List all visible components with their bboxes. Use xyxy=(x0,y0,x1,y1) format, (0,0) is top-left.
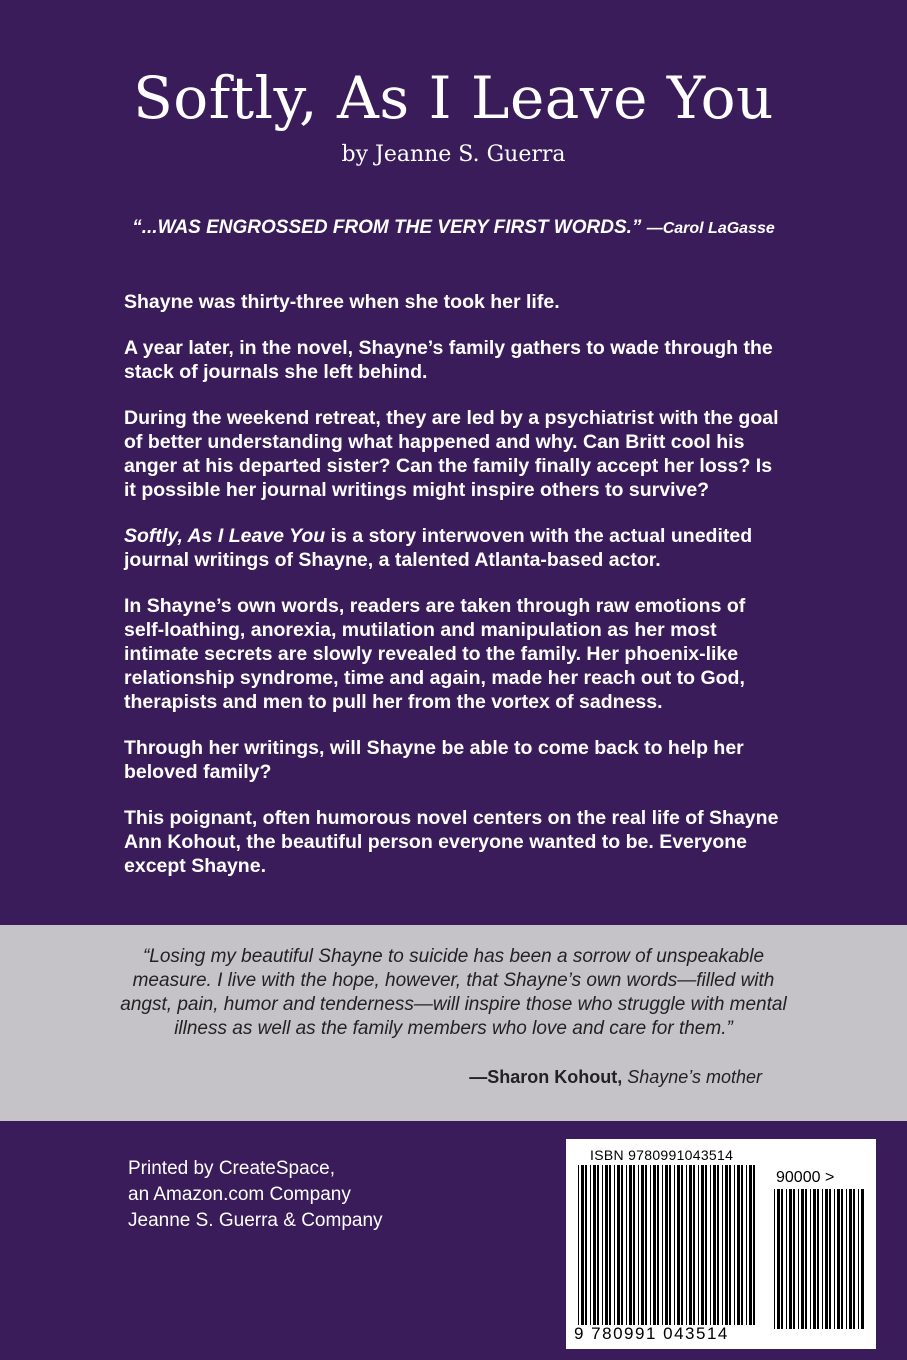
barcode-bar xyxy=(737,1165,740,1325)
addon-barcode-bars-icon xyxy=(774,1189,864,1329)
barcode-bar xyxy=(597,1165,599,1325)
barcode-bar xyxy=(581,1165,584,1325)
barcode-bar xyxy=(641,1165,644,1325)
barcode-bar xyxy=(798,1189,799,1329)
barcode-bar xyxy=(729,1165,731,1325)
barcode-bar xyxy=(734,1165,735,1325)
barcode-bar xyxy=(638,1165,639,1325)
publisher-line: Jeanne S. Guerra & Company xyxy=(128,1210,383,1231)
testimonial-band xyxy=(0,925,907,1121)
barcode-bar xyxy=(693,1165,695,1325)
publisher-info xyxy=(128,1156,383,1234)
barcode-bar xyxy=(662,1165,663,1325)
barcode-bar xyxy=(677,1165,680,1325)
barcode-bar xyxy=(633,1165,635,1325)
barcode-bar xyxy=(777,1189,780,1329)
barcode-bar xyxy=(657,1165,659,1325)
barcode-bar xyxy=(705,1165,707,1325)
description-paragraph: Shayne was thirty-three when she took her life. xyxy=(124,291,560,313)
price-code: 90000 > xyxy=(776,1169,835,1186)
barcode-bar xyxy=(710,1165,711,1325)
barcode-bar xyxy=(650,1165,651,1325)
barcode-bar xyxy=(793,1189,795,1329)
barcode-bar xyxy=(858,1189,859,1329)
isbn-barcode xyxy=(566,1139,876,1349)
barcode-bar xyxy=(846,1189,847,1329)
barcode-bar xyxy=(725,1165,728,1325)
barcode-bar xyxy=(741,1165,743,1325)
barcode-bar xyxy=(621,1165,623,1325)
barcode-bar xyxy=(753,1165,755,1325)
barcode-bar xyxy=(629,1165,632,1325)
inline-book-title: Softly, As I Leave You xyxy=(124,525,326,547)
book-description xyxy=(124,290,784,900)
description-paragraph: A year later, in the novel, Shayne’s family gathers to wade through the stack of journals she left behind. xyxy=(124,337,773,383)
barcode-bars-icon xyxy=(578,1165,758,1325)
barcode-bar xyxy=(593,1165,596,1325)
barcode-bar xyxy=(834,1189,835,1329)
barcode-bar xyxy=(829,1189,831,1329)
barcode-bar xyxy=(585,1165,587,1325)
blurb-author: —Carol LaGasse xyxy=(646,220,775,237)
publisher-line: Printed by CreateSpace, xyxy=(128,1158,336,1179)
barcode-bar xyxy=(614,1165,615,1325)
barcode-bar xyxy=(653,1165,656,1325)
barcode-bar xyxy=(605,1165,608,1325)
barcode-bar xyxy=(781,1189,783,1329)
barcode-bar xyxy=(837,1189,840,1329)
publisher-line: an Amazon.com Company xyxy=(128,1184,351,1205)
isbn-label: ISBN 9780991043514 xyxy=(590,1147,734,1163)
description-paragraph: During the weekend retreat, they are led by a psychiatrist with the goal of better understanding what happened and why. Can Britt cool his anger at his departed sister? Can the family finally accept her loss? Is it possible her journal writings might inspire others to survive? xyxy=(124,407,779,501)
barcode-bar xyxy=(801,1189,804,1329)
barcode-bar xyxy=(861,1189,864,1329)
barcode-bar xyxy=(717,1165,719,1325)
barcode-bar xyxy=(590,1165,591,1325)
barcode-number: 9 780991 043514 xyxy=(574,1324,729,1343)
description-paragraph: Through her writings, will Shayne be able to come back to help her beloved family? xyxy=(124,737,744,783)
testimonial-quote-text: “Losing my beautiful Shayne to suicide has been a sorrow of unspeakable measure. I live with the hope, however, that Shayne’s own words—filled with angst, pain, humor and tenderness—will inspire those who struggle with mental illness as well as the family members who love and care for them.” xyxy=(120,946,787,1039)
testimonial-name: —Sharon Kohout, xyxy=(469,1067,623,1087)
barcode-bar xyxy=(713,1165,716,1325)
barcode-bar xyxy=(645,1165,647,1325)
barcode-bar xyxy=(841,1189,843,1329)
description-paragraph: In Shayne’s own words, readers are taken through raw emotions of self-loathing, anorexia, mutilation and manipulation as her most intimate secrets are slowly revealed to the family. Her phoenix-like relationship syndrome, time and again, made her reach out to God, therapists and men to pull her from the vortex of sadness. xyxy=(124,595,746,713)
barcode-bar xyxy=(701,1165,704,1325)
author-byline: by Jeanne S. Guerra xyxy=(341,142,566,167)
barcode-bar xyxy=(822,1189,823,1329)
barcode-bar xyxy=(665,1165,668,1325)
barcode-bar xyxy=(669,1165,671,1325)
barcode-bar xyxy=(853,1189,855,1329)
barcode-bar xyxy=(786,1189,787,1329)
barcode-bar xyxy=(674,1165,675,1325)
barcode-bar xyxy=(722,1165,723,1325)
testimonial-quote xyxy=(0,945,907,1041)
barcode-bar xyxy=(749,1165,752,1325)
barcode-bar xyxy=(774,1189,775,1329)
description-text: is a story interwoven with the actual unedited journal writings of Shayne, a talented Atlanta-based actor. xyxy=(124,525,753,571)
barcode-bar xyxy=(681,1165,683,1325)
barcode-bar xyxy=(849,1189,852,1329)
barcode-bar xyxy=(810,1189,811,1329)
barcode-bar xyxy=(817,1189,819,1329)
testimonial-role: Shayne’s mother xyxy=(627,1067,762,1087)
barcode-bar xyxy=(825,1189,828,1329)
barcode-bar xyxy=(805,1189,807,1329)
barcode-bar xyxy=(626,1165,627,1325)
barcode-bar xyxy=(789,1189,792,1329)
barcode-bar xyxy=(813,1189,816,1329)
barcode-bar xyxy=(746,1165,747,1325)
barcode-bar xyxy=(698,1165,699,1325)
barcode-bar xyxy=(689,1165,692,1325)
blurb-quote: “...WAS ENGROSSED FROM THE VERY FIRST WORDS.” xyxy=(132,217,642,238)
barcode-bar xyxy=(602,1165,603,1325)
description-paragraph xyxy=(124,524,784,572)
barcode-bar xyxy=(578,1165,579,1325)
review-blurb xyxy=(0,217,907,239)
book-title: Softly, As I Leave You xyxy=(133,64,774,132)
testimonial-attribution xyxy=(469,1067,762,1088)
barcode-bar xyxy=(686,1165,687,1325)
barcode-bar xyxy=(609,1165,611,1325)
description-paragraph: This poignant, often humorous novel centers on the real life of Shayne Ann Kohout, the beautiful person everyone wanted to be. Everyone except Shayne. xyxy=(124,807,779,877)
barcode-bar xyxy=(617,1165,620,1325)
